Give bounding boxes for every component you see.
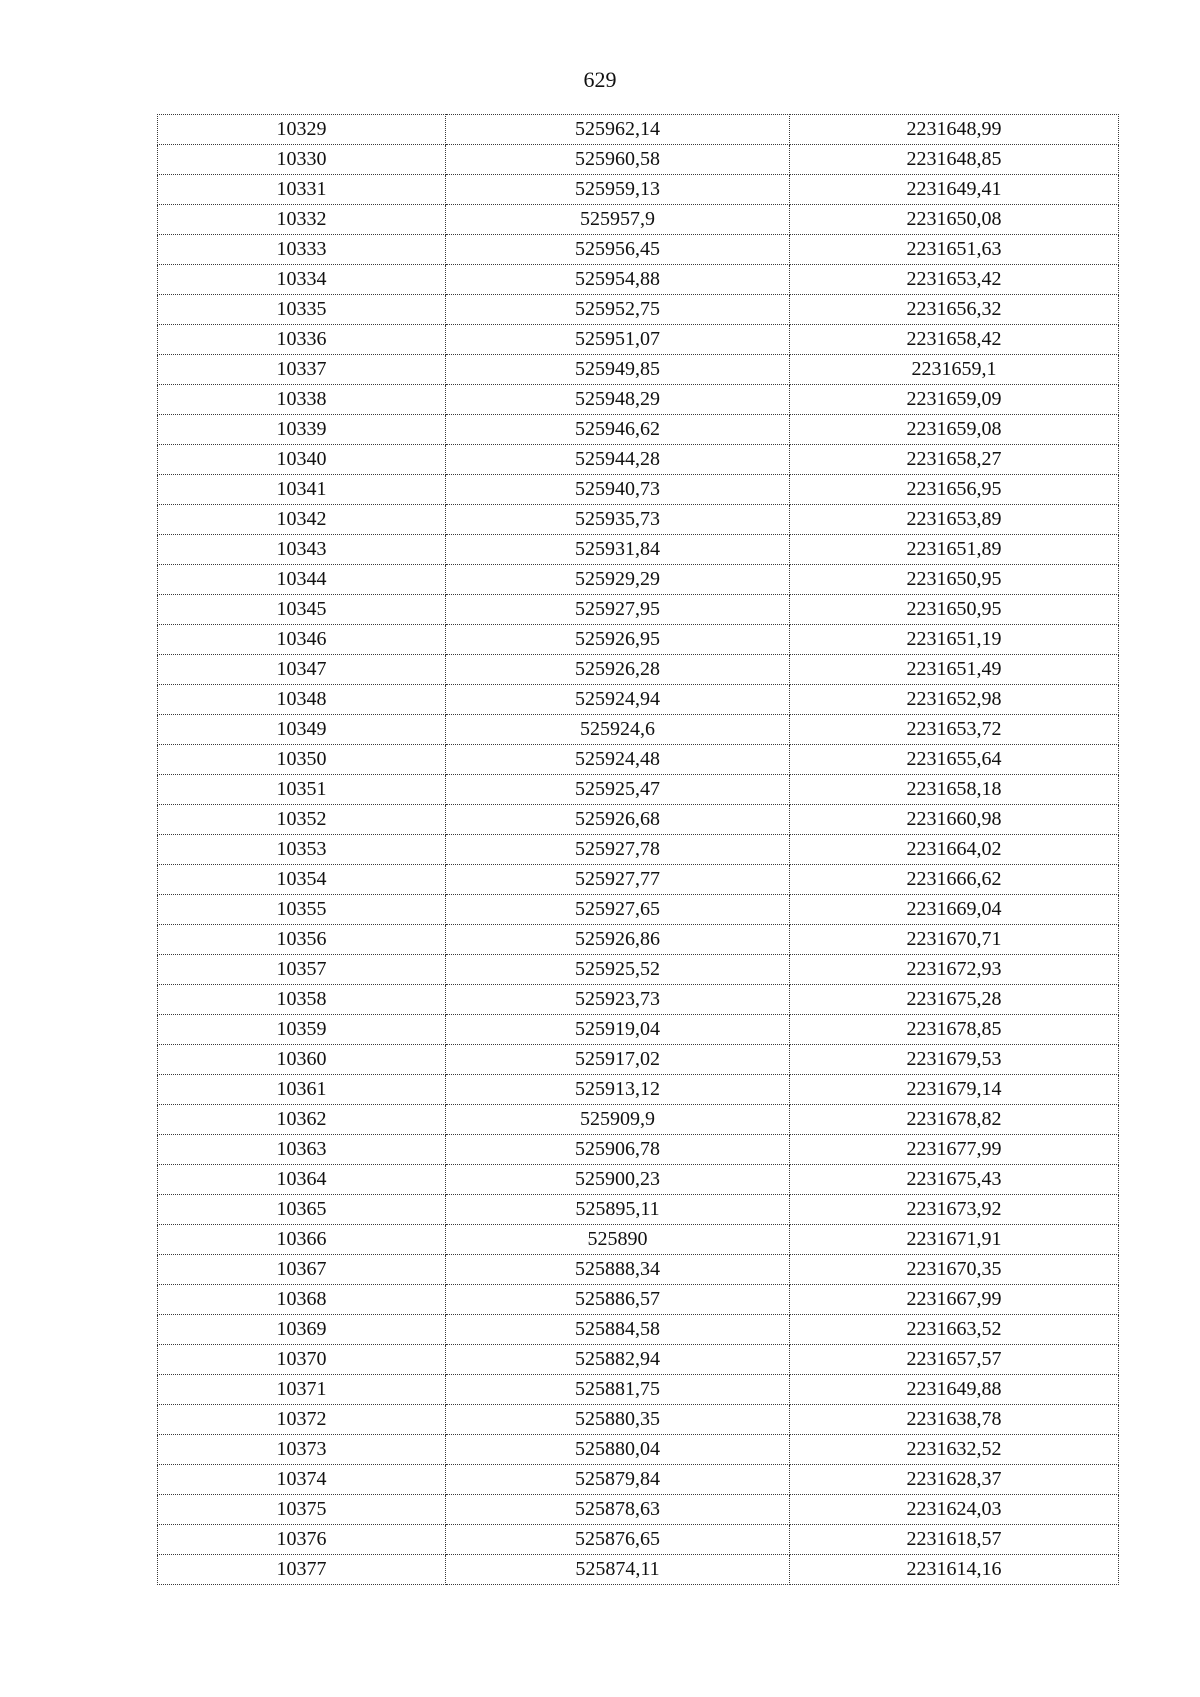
point-number-cell: 10359 — [158, 1015, 446, 1045]
y-coordinate-cell: 2231660,98 — [790, 805, 1119, 835]
y-coordinate-cell: 2231671,91 — [790, 1225, 1119, 1255]
point-number-cell: 10346 — [158, 625, 446, 655]
y-coordinate-cell: 2231628,37 — [790, 1465, 1119, 1495]
y-coordinate-cell: 2231632,52 — [790, 1435, 1119, 1465]
y-coordinate-cell: 2231678,82 — [790, 1105, 1119, 1135]
x-coordinate-cell: 525940,73 — [446, 475, 790, 505]
page-number: 629 — [583, 67, 617, 92]
point-number-cell: 10353 — [158, 835, 446, 865]
x-coordinate-cell: 525927,78 — [446, 835, 790, 865]
y-coordinate-cell: 2231618,57 — [790, 1525, 1119, 1555]
y-coordinate-cell: 2231658,42 — [790, 325, 1119, 355]
x-coordinate-cell: 525924,94 — [446, 685, 790, 715]
table-row — [158, 715, 1119, 745]
table-row — [158, 775, 1119, 805]
y-coordinate-cell: 2231651,19 — [790, 625, 1119, 655]
table-row — [158, 805, 1119, 835]
point-number-cell: 10330 — [158, 145, 446, 175]
table-row — [158, 925, 1119, 955]
y-coordinate-cell: 2231650,95 — [790, 565, 1119, 595]
table-row — [158, 115, 1119, 145]
table-row — [158, 295, 1119, 325]
point-number-cell: 10344 — [158, 565, 446, 595]
y-coordinate-cell: 2231663,52 — [790, 1315, 1119, 1345]
point-number-cell: 10371 — [158, 1375, 446, 1405]
table-row — [158, 1345, 1119, 1375]
x-coordinate-cell: 525880,04 — [446, 1435, 790, 1465]
y-coordinate-cell: 2231659,09 — [790, 385, 1119, 415]
point-number-cell: 10376 — [158, 1525, 446, 1555]
point-number-cell: 10363 — [158, 1135, 446, 1165]
table-row — [158, 985, 1119, 1015]
table-row — [158, 265, 1119, 295]
y-coordinate-cell: 2231650,95 — [790, 595, 1119, 625]
y-coordinate-cell: 2231653,42 — [790, 265, 1119, 295]
table-row — [158, 535, 1119, 565]
point-number-cell: 10332 — [158, 205, 446, 235]
table-row — [158, 1045, 1119, 1075]
table-row — [158, 1525, 1119, 1555]
x-coordinate-cell: 525927,65 — [446, 895, 790, 925]
point-number-cell: 10334 — [158, 265, 446, 295]
point-number-cell: 10367 — [158, 1255, 446, 1285]
x-coordinate-cell: 525880,35 — [446, 1405, 790, 1435]
table-row — [158, 445, 1119, 475]
y-coordinate-cell: 2231657,57 — [790, 1345, 1119, 1375]
x-coordinate-cell: 525884,58 — [446, 1315, 790, 1345]
table-row — [158, 1495, 1119, 1525]
table-row — [158, 1105, 1119, 1135]
y-coordinate-cell: 2231672,93 — [790, 955, 1119, 985]
point-number-cell: 10342 — [158, 505, 446, 535]
table-row — [158, 235, 1119, 265]
x-coordinate-cell: 525924,6 — [446, 715, 790, 745]
x-coordinate-cell: 525927,77 — [446, 865, 790, 895]
y-coordinate-cell: 2231659,1 — [790, 355, 1119, 385]
point-number-cell: 10337 — [158, 355, 446, 385]
y-coordinate-cell: 2231648,99 — [790, 115, 1119, 145]
x-coordinate-cell: 525925,52 — [446, 955, 790, 985]
y-coordinate-cell: 2231648,85 — [790, 145, 1119, 175]
y-coordinate-cell: 2231659,08 — [790, 415, 1119, 445]
y-coordinate-cell: 2231651,63 — [790, 235, 1119, 265]
table-row — [158, 1465, 1119, 1495]
point-number-cell: 10368 — [158, 1285, 446, 1315]
x-coordinate-cell: 525913,12 — [446, 1075, 790, 1105]
point-number-cell: 10364 — [158, 1165, 446, 1195]
point-number-cell: 10358 — [158, 985, 446, 1015]
x-coordinate-cell: 525895,11 — [446, 1195, 790, 1225]
y-coordinate-cell: 2231664,02 — [790, 835, 1119, 865]
y-coordinate-cell: 2231675,28 — [790, 985, 1119, 1015]
point-number-cell: 10345 — [158, 595, 446, 625]
table-row — [158, 1195, 1119, 1225]
point-number-cell: 10369 — [158, 1315, 446, 1345]
x-coordinate-cell: 525879,84 — [446, 1465, 790, 1495]
table-row — [158, 895, 1119, 925]
x-coordinate-cell: 525876,65 — [446, 1525, 790, 1555]
y-coordinate-cell: 2231614,16 — [790, 1555, 1119, 1585]
x-coordinate-cell: 525886,57 — [446, 1285, 790, 1315]
table-row — [158, 1225, 1119, 1255]
table-row — [158, 385, 1119, 415]
y-coordinate-cell: 2231651,49 — [790, 655, 1119, 685]
table-row — [158, 1555, 1119, 1585]
point-number-cell: 10373 — [158, 1435, 446, 1465]
x-coordinate-cell: 525900,23 — [446, 1165, 790, 1195]
table-row — [158, 655, 1119, 685]
x-coordinate-cell: 525954,88 — [446, 265, 790, 295]
point-number-cell: 10329 — [158, 115, 446, 145]
x-coordinate-cell: 525888,34 — [446, 1255, 790, 1285]
y-coordinate-cell: 2231653,72 — [790, 715, 1119, 745]
table-row — [158, 1315, 1119, 1345]
y-coordinate-cell: 2231669,04 — [790, 895, 1119, 925]
point-number-cell: 10343 — [158, 535, 446, 565]
table-row — [158, 1015, 1119, 1045]
x-coordinate-cell: 525927,95 — [446, 595, 790, 625]
y-coordinate-cell: 2231651,89 — [790, 535, 1119, 565]
point-number-cell: 10349 — [158, 715, 446, 745]
x-coordinate-cell: 525952,75 — [446, 295, 790, 325]
y-coordinate-cell: 2231649,41 — [790, 175, 1119, 205]
point-number-cell: 10360 — [158, 1045, 446, 1075]
x-coordinate-cell: 525917,02 — [446, 1045, 790, 1075]
y-coordinate-cell: 2231679,53 — [790, 1045, 1119, 1075]
x-coordinate-cell: 525919,04 — [446, 1015, 790, 1045]
y-coordinate-cell: 2231677,99 — [790, 1135, 1119, 1165]
table-row — [158, 1435, 1119, 1465]
point-number-cell: 10333 — [158, 235, 446, 265]
y-coordinate-cell: 2231666,62 — [790, 865, 1119, 895]
x-coordinate-cell: 525881,75 — [446, 1375, 790, 1405]
y-coordinate-cell: 2231670,71 — [790, 925, 1119, 955]
point-number-cell: 10372 — [158, 1405, 446, 1435]
table-row — [158, 1375, 1119, 1405]
coordinates-table-body — [158, 115, 1119, 1585]
coordinates-table — [157, 114, 1119, 1585]
table-row — [158, 415, 1119, 445]
point-number-cell: 10357 — [158, 955, 446, 985]
x-coordinate-cell: 525890 — [446, 1225, 790, 1255]
x-coordinate-cell: 525935,73 — [446, 505, 790, 535]
table-row — [158, 145, 1119, 175]
x-coordinate-cell: 525946,62 — [446, 415, 790, 445]
point-number-cell: 10338 — [158, 385, 446, 415]
point-number-cell: 10350 — [158, 745, 446, 775]
point-number-cell: 10366 — [158, 1225, 446, 1255]
y-coordinate-cell: 2231658,18 — [790, 775, 1119, 805]
x-coordinate-cell: 525926,95 — [446, 625, 790, 655]
y-coordinate-cell: 2231670,35 — [790, 1255, 1119, 1285]
x-coordinate-cell: 525962,14 — [446, 115, 790, 145]
table-row — [158, 1165, 1119, 1195]
x-coordinate-cell: 525956,45 — [446, 235, 790, 265]
point-number-cell: 10354 — [158, 865, 446, 895]
y-coordinate-cell: 2231658,27 — [790, 445, 1119, 475]
table-row — [158, 1285, 1119, 1315]
x-coordinate-cell: 525957,9 — [446, 205, 790, 235]
x-coordinate-cell: 525926,28 — [446, 655, 790, 685]
point-number-cell: 10355 — [158, 895, 446, 925]
table-row — [158, 835, 1119, 865]
table-row — [158, 685, 1119, 715]
x-coordinate-cell: 525882,94 — [446, 1345, 790, 1375]
point-number-cell: 10370 — [158, 1345, 446, 1375]
table-row — [158, 475, 1119, 505]
point-number-cell: 10341 — [158, 475, 446, 505]
point-number-cell: 10347 — [158, 655, 446, 685]
table-row — [158, 625, 1119, 655]
x-coordinate-cell: 525926,86 — [446, 925, 790, 955]
x-coordinate-cell: 525959,13 — [446, 175, 790, 205]
y-coordinate-cell: 2231650,08 — [790, 205, 1119, 235]
x-coordinate-cell: 525878,63 — [446, 1495, 790, 1525]
x-coordinate-cell: 525948,29 — [446, 385, 790, 415]
x-coordinate-cell: 525906,78 — [446, 1135, 790, 1165]
table-row — [158, 355, 1119, 385]
table-row — [158, 175, 1119, 205]
y-coordinate-cell: 2231655,64 — [790, 745, 1119, 775]
x-coordinate-cell: 525909,9 — [446, 1105, 790, 1135]
x-coordinate-cell: 525929,29 — [446, 565, 790, 595]
y-coordinate-cell: 2231638,78 — [790, 1405, 1119, 1435]
y-coordinate-cell: 2231673,92 — [790, 1195, 1119, 1225]
point-number-cell: 10339 — [158, 415, 446, 445]
table-row — [158, 1075, 1119, 1105]
point-number-cell: 10377 — [158, 1555, 446, 1585]
y-coordinate-cell: 2231656,32 — [790, 295, 1119, 325]
table-row — [158, 595, 1119, 625]
x-coordinate-cell: 525944,28 — [446, 445, 790, 475]
y-coordinate-cell: 2231653,89 — [790, 505, 1119, 535]
table-row — [158, 865, 1119, 895]
y-coordinate-cell: 2231652,98 — [790, 685, 1119, 715]
table-row — [158, 1405, 1119, 1435]
x-coordinate-cell: 525925,47 — [446, 775, 790, 805]
x-coordinate-cell: 525949,85 — [446, 355, 790, 385]
point-number-cell: 10365 — [158, 1195, 446, 1225]
point-number-cell: 10335 — [158, 295, 446, 325]
point-number-cell: 10331 — [158, 175, 446, 205]
point-number-cell: 10375 — [158, 1495, 446, 1525]
y-coordinate-cell: 2231649,88 — [790, 1375, 1119, 1405]
table-row — [158, 1255, 1119, 1285]
point-number-cell: 10352 — [158, 805, 446, 835]
x-coordinate-cell: 525923,73 — [446, 985, 790, 1015]
y-coordinate-cell: 2231624,03 — [790, 1495, 1119, 1525]
table-row — [158, 505, 1119, 535]
y-coordinate-cell: 2231678,85 — [790, 1015, 1119, 1045]
x-coordinate-cell: 525960,58 — [446, 145, 790, 175]
point-number-cell: 10374 — [158, 1465, 446, 1495]
x-coordinate-cell: 525951,07 — [446, 325, 790, 355]
y-coordinate-cell: 2231656,95 — [790, 475, 1119, 505]
point-number-cell: 10361 — [158, 1075, 446, 1105]
point-number-cell: 10348 — [158, 685, 446, 715]
point-number-cell: 10340 — [158, 445, 446, 475]
table-row — [158, 565, 1119, 595]
point-number-cell: 10351 — [158, 775, 446, 805]
table-row — [158, 205, 1119, 235]
table-row — [158, 745, 1119, 775]
table-row — [158, 1135, 1119, 1165]
table-row — [158, 325, 1119, 355]
x-coordinate-cell: 525924,48 — [446, 745, 790, 775]
y-coordinate-cell: 2231679,14 — [790, 1075, 1119, 1105]
x-coordinate-cell: 525874,11 — [446, 1555, 790, 1585]
y-coordinate-cell: 2231667,99 — [790, 1285, 1119, 1315]
point-number-cell: 10362 — [158, 1105, 446, 1135]
table-row — [158, 955, 1119, 985]
point-number-cell: 10356 — [158, 925, 446, 955]
y-coordinate-cell: 2231675,43 — [790, 1165, 1119, 1195]
x-coordinate-cell: 525926,68 — [446, 805, 790, 835]
x-coordinate-cell: 525931,84 — [446, 535, 790, 565]
point-number-cell: 10336 — [158, 325, 446, 355]
